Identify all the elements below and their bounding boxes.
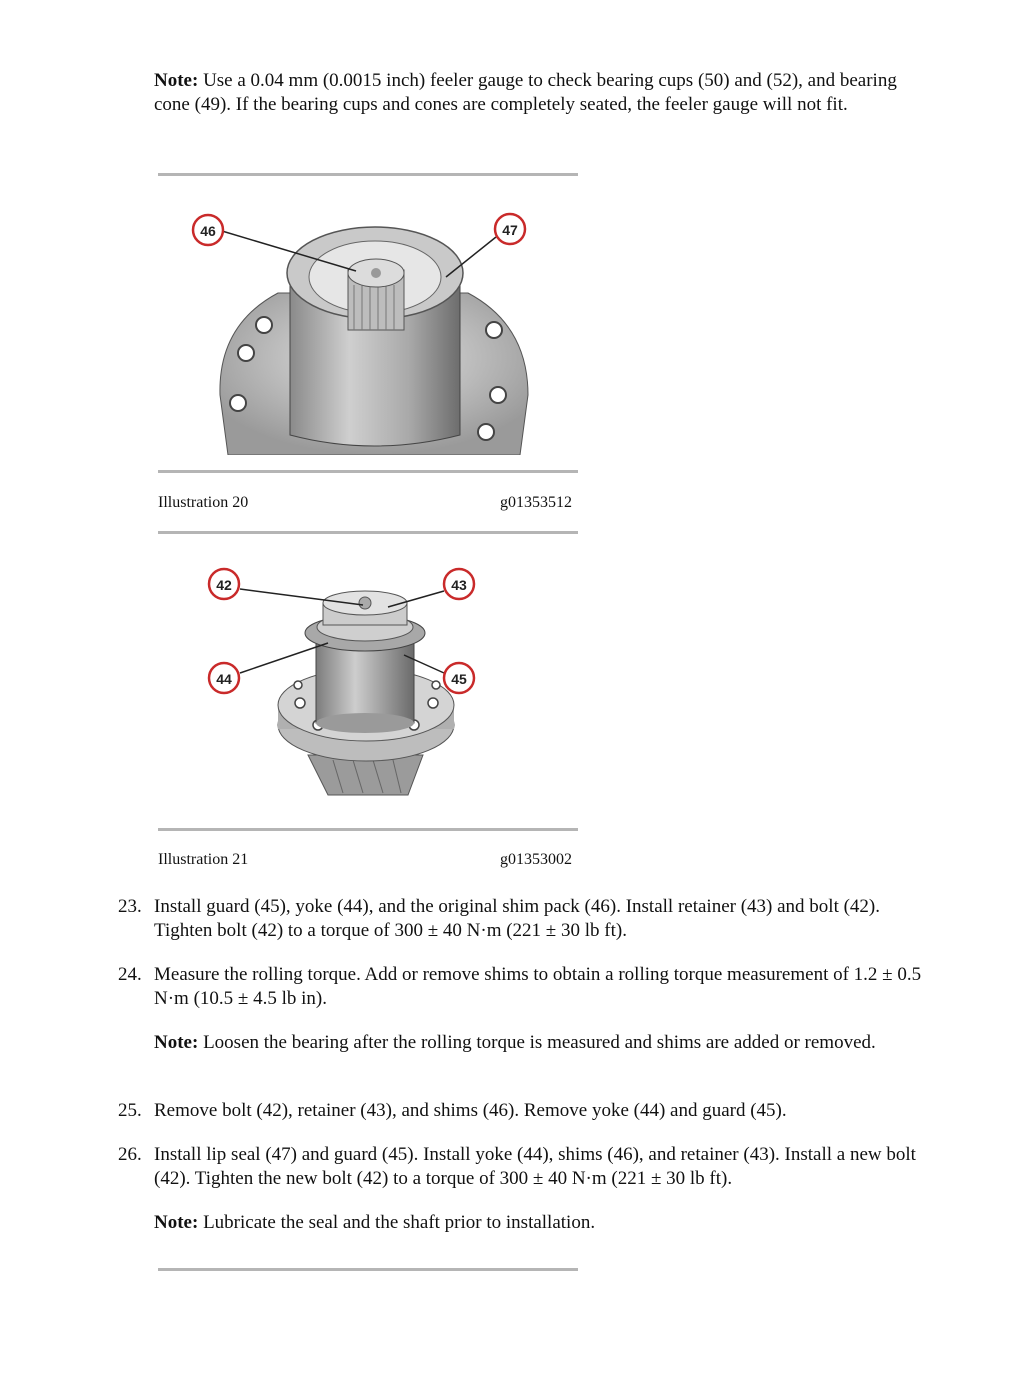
step-text: Measure the rolling torque. Add or remove shims to obtain a rolling torque measurement of 1.2 ± 0.5 N·m (10.5 ± 4.5 lb in). [154,964,922,1009]
illustration-code: g01353512 [500,494,572,511]
callout-47: 47 [502,222,518,238]
note-step24 [154,1031,929,1055]
step-number: 24. [118,964,142,985]
note-label: Note: [154,1032,199,1053]
callout-46: 46 [200,223,216,239]
note-label: Note: [154,70,199,91]
note-text: Loosen the bearing after the rolling torque is measured and shims are added or removed. [198,1032,876,1053]
illustration-caption: Illustration 21 [158,851,249,868]
step-number: 25. [118,1100,142,1121]
step-number: 23. [118,896,142,917]
illustration-21-image [158,555,578,810]
callout-45: 45 [451,671,467,687]
divider [158,470,578,473]
callout-42: 42 [216,577,232,593]
note-label: Note: [154,1212,199,1233]
step-number: 26. [118,1144,142,1165]
step-text: Remove bolt (42), retainer (43), and shims (46). Remove yoke (44) and guard (45). [154,1100,787,1121]
callout-44: 44 [216,671,232,687]
divider [158,828,578,831]
divider [158,1268,578,1271]
divider [158,173,578,176]
divider [158,531,578,534]
note-top [154,69,929,117]
step-text: Install guard (45), yoke (44), and the original shim pack (46). Install retainer (43) and bolt (42). Tighten bolt (42) to a torque of 300 ± 40 N·m (221 ± 30 lb ft). [154,896,881,941]
illustration-20-image [158,185,578,455]
illustration-caption: Illustration 20 [158,494,249,511]
step-text: Install lip seal (47) and guard (45). Install yoke (44), shims (46), and retainer (43). Install a new bolt (42). Tighten the new bolt (42) to a torque of 300 ± 40 N·m (221 ± 30 lb ft). [154,1144,916,1189]
note-step26 [154,1211,929,1235]
note-text: Lubricate the seal and the shaft prior to installation. [198,1212,596,1233]
illustration-code: g01353002 [500,851,572,868]
callout-43: 43 [451,577,467,593]
note-text: Use a 0.04 mm (0.0015 inch) feeler gauge to check bearing cups (50) and (52), and bearing cone (49). If the bearing cups and cones are completely seated, the feeler gauge will not fit. [154,70,897,115]
